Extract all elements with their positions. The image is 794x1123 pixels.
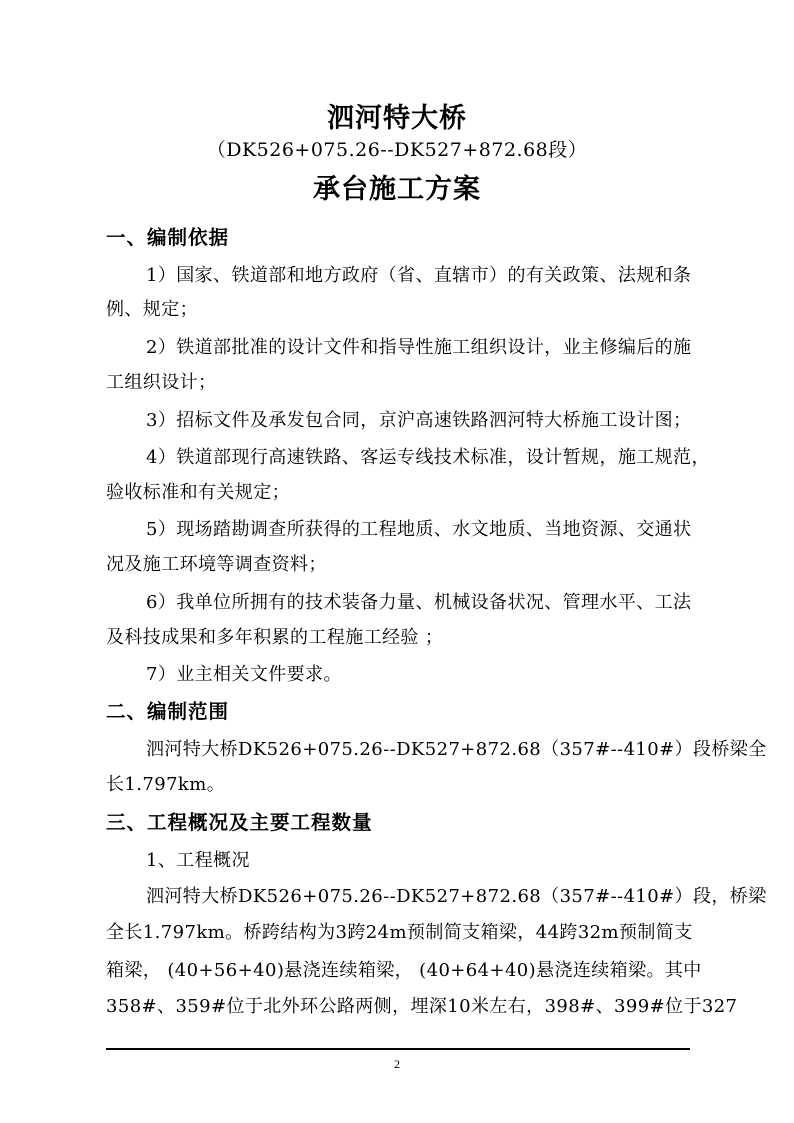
paragraph-line: 工组织设计；: [106, 372, 217, 393]
paragraph-line: 例、规定；: [106, 299, 198, 320]
page-number: 2: [394, 1057, 400, 1071]
paragraph-line: 泗河特大桥DK526+075.26--DK527+872.68（357#--410#）段，桥梁: [146, 886, 767, 907]
paragraph-line: 箱梁， (40+56+40)悬浇连续箱梁， (40+64+40)悬浇连续箱梁。其中: [106, 960, 702, 981]
document-title-2: 承台施工方案: [313, 174, 481, 205]
paragraph-line: 长1.797km。: [106, 774, 226, 795]
paragraph-line: 1）国家、铁道部和地方政府（省、直辖市）的有关政策、法规和条: [146, 265, 692, 286]
paragraph-line: 及科技成果和多年积累的工程施工经验 ；: [106, 627, 444, 648]
paragraph-line: 泗河特大桥DK526+075.26--DK527+872.68（357#--410#）段桥梁全: [146, 739, 767, 760]
document-title: 泗河特大桥: [327, 103, 467, 134]
footer-rule: [106, 1048, 690, 1050]
paragraph-line: 验收标准和有关规定；: [106, 482, 290, 503]
section-heading-overview: 三、工程概况及主要工程数量: [106, 811, 373, 834]
paragraph-line: 况及施工环境等调查资料；: [106, 554, 327, 575]
section-heading-basis: 一、编制依据: [106, 226, 230, 249]
paragraph-line: 358#、359#位于北外环公路两侧，埋深10米左右，398#、399#位于327: [106, 996, 738, 1017]
paragraph-line: 1、工程概况: [146, 850, 250, 871]
paragraph-line: 7）业主相关文件要求。: [146, 664, 342, 685]
paragraph-line: 全长1.797km。桥跨结构为3跨24m预制简支箱梁，44跨32m预制简支: [106, 922, 693, 943]
paragraph-line: 6）我单位所拥有的技术装备力量、机械设备状况、管理水平、工法: [146, 592, 692, 613]
paragraph-line: 4）铁道部现行高速铁路、客运专线技术标准，设计暂规，施工规范，: [146, 447, 710, 468]
section-heading-scope: 二、编制范围: [106, 700, 230, 723]
paragraph-line: 3）招标文件及承发包合同，京沪高速铁路泗河特大桥施工设计图；: [146, 410, 692, 431]
paragraph-line: 5）现场踏勘调查所获得的工程地质、水文地质、当地资源、交通状: [146, 519, 692, 540]
paragraph-line: 2）铁道部批准的设计文件和指导性施工组织设计，业主修编后的施: [146, 337, 692, 358]
document-subtitle: （DK526+075.26--DK527+872.68段）: [206, 139, 588, 161]
